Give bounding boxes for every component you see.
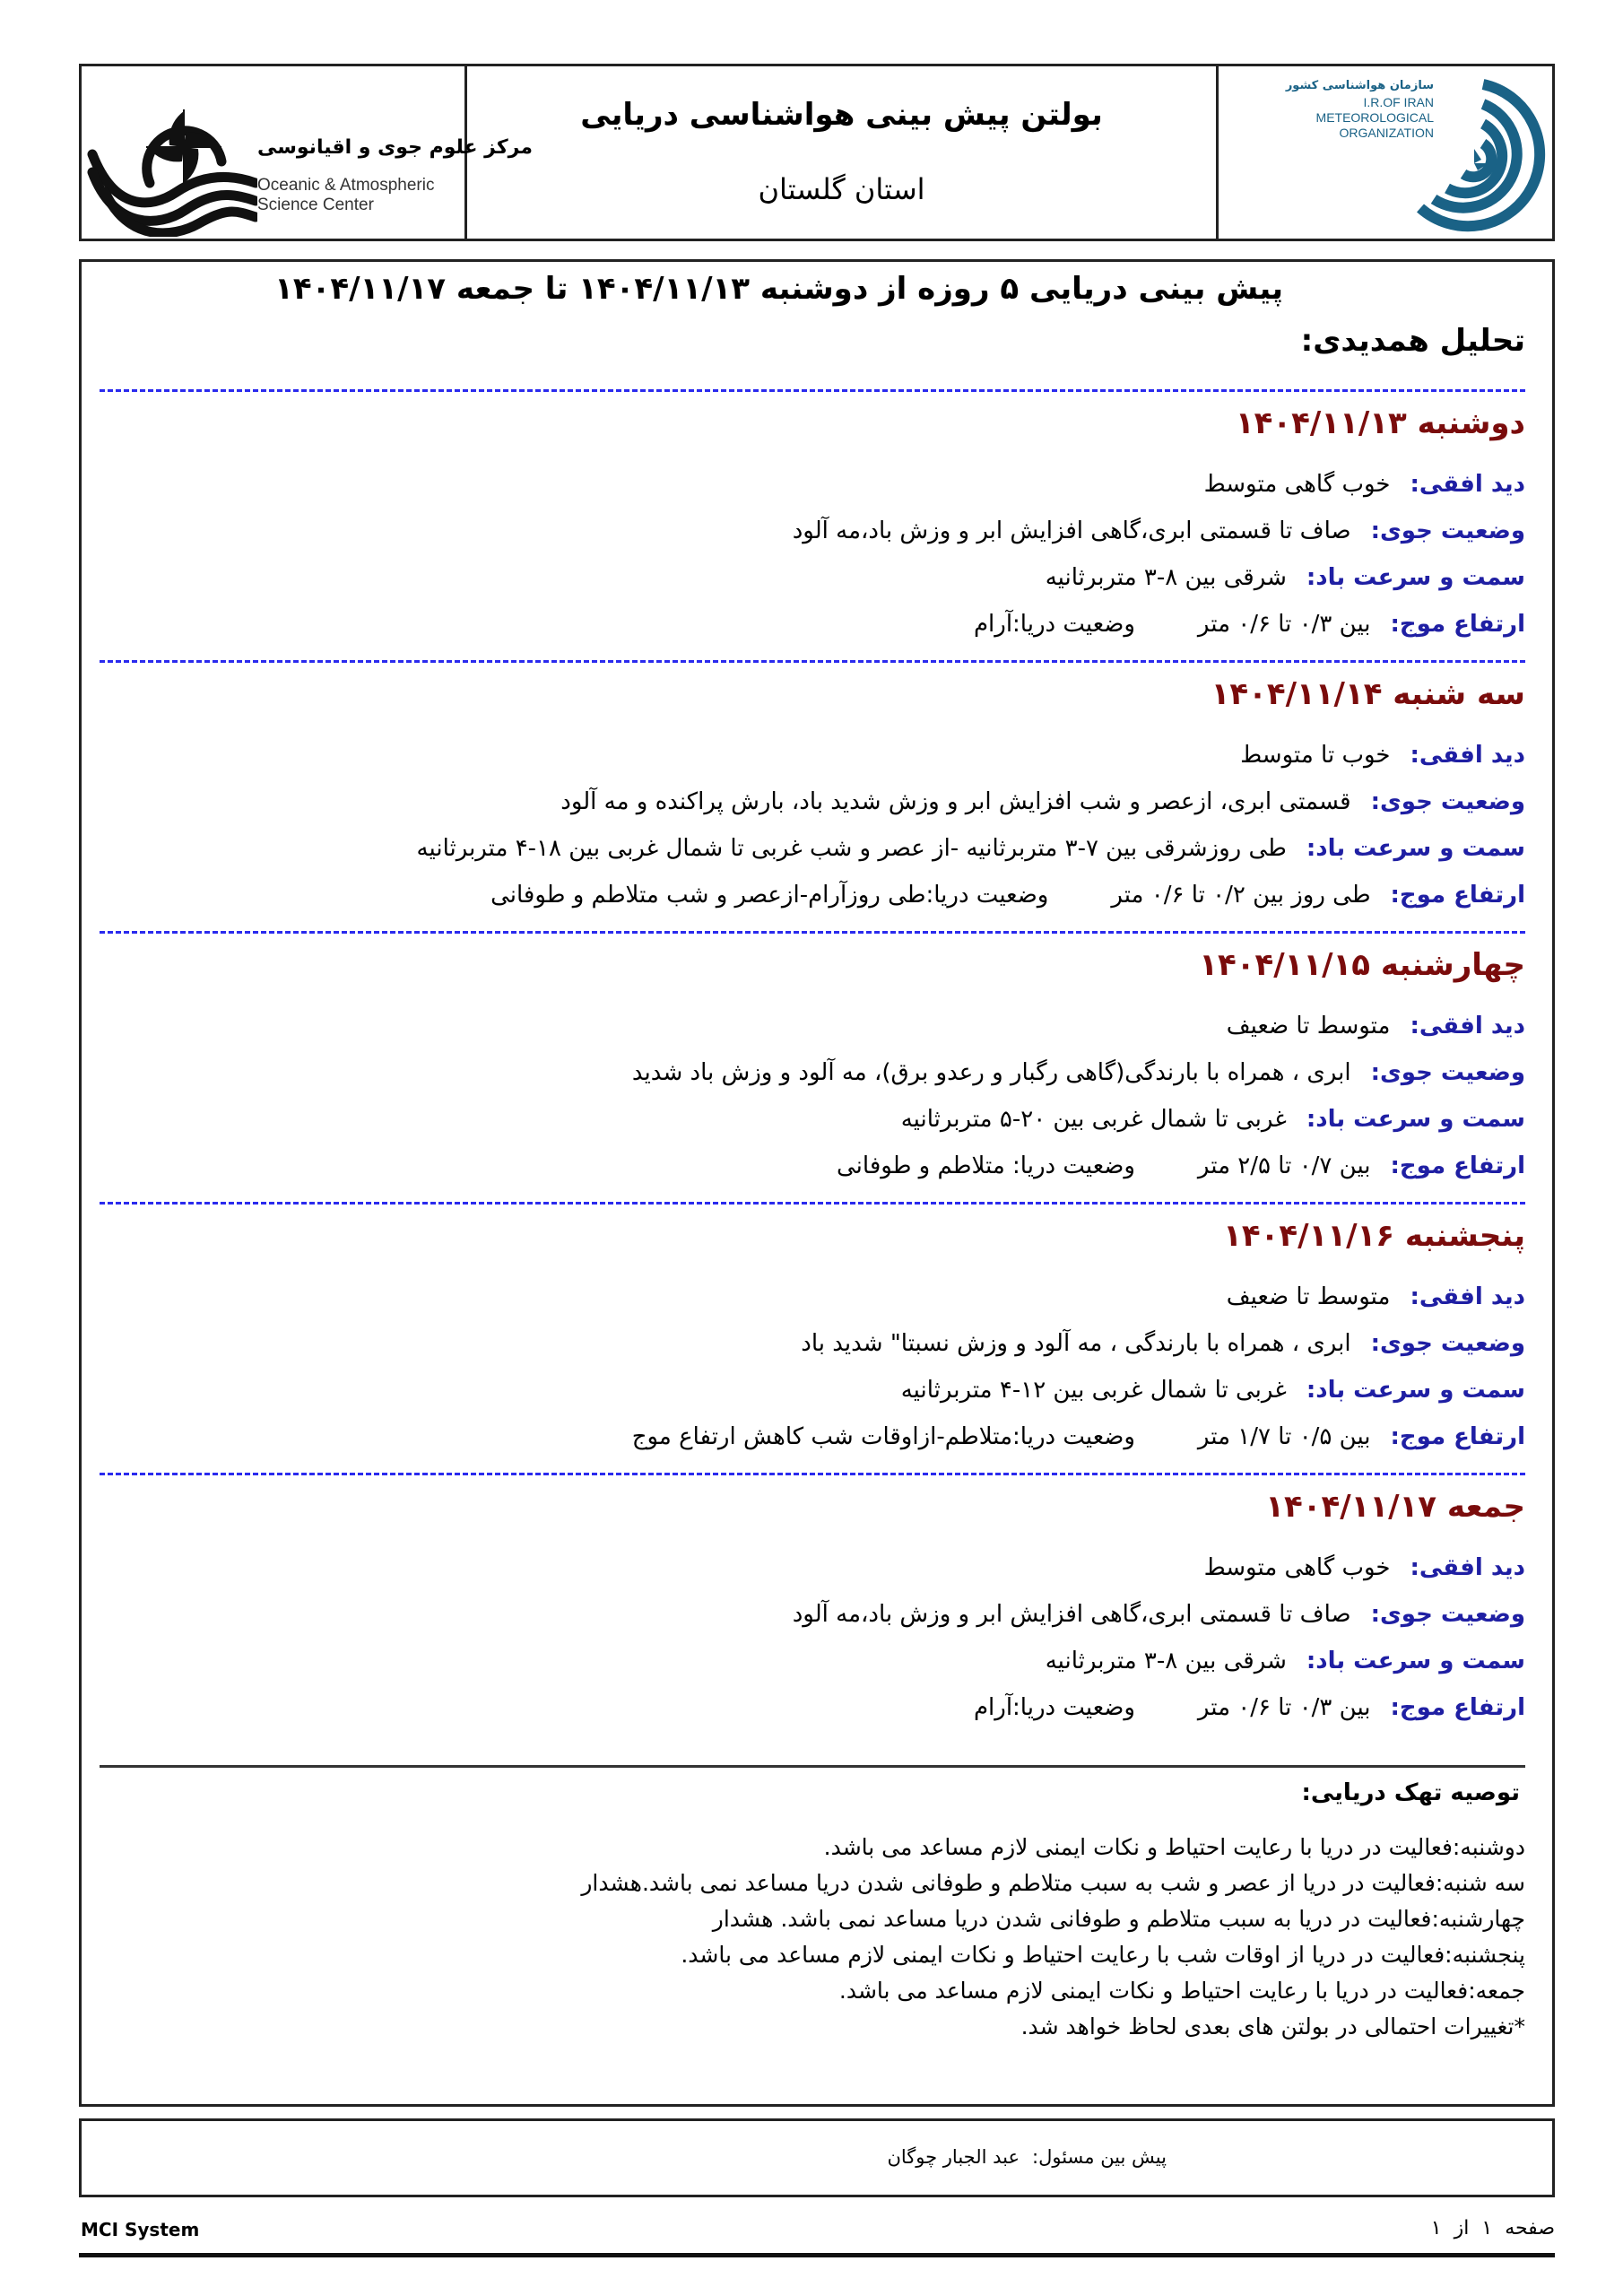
advice-note: *تغییرات احتمالی در بولتن های بعدی لحاظ خواهد شد. <box>1020 2013 1525 2039</box>
weather-label: وضعیت جوی: <box>1370 1601 1525 1628</box>
footer-rule <box>79 2253 1555 2257</box>
wave-row <box>100 601 1525 648</box>
visibility-value: خوب تا متوسط <box>1240 742 1391 769</box>
forecast-period-heading: پیش بینی دریایی ۵ روزه از دوشنبه ۱۴۰۴/۱۱/۱۳ تا جمعه ۱۴۰۴/۱۱/۱۷ <box>274 271 1283 307</box>
wave-value: بین ۰/۵ تا ۱/۷ متر <box>1197 1423 1371 1450</box>
section-divider <box>100 389 1525 392</box>
wind-label: سمت و سرعت باد: <box>1306 1377 1525 1404</box>
signature-box <box>79 2118 1555 2197</box>
wave-value: بین ۰/۳ تا ۰/۶ متر <box>1197 1694 1371 1721</box>
section-divider <box>100 660 1525 663</box>
wind-value: شرقی بین ۸-۳ متربرثانیه <box>1045 564 1287 591</box>
wind-row <box>100 1638 1525 1684</box>
visibility-value: خوب گاهی متوسط <box>1203 471 1391 498</box>
weather-row <box>100 1320 1525 1367</box>
visibility-row <box>100 1544 1525 1591</box>
met-org-name-en-line2: METEOROLOGICAL <box>1315 110 1434 125</box>
wave-row <box>100 1413 1525 1460</box>
day-title: دوشنبه ۱۴۰۴/۱۱/۱۳ <box>1235 405 1525 441</box>
wind-label: سمت و سرعت باد: <box>1306 564 1525 591</box>
day-forecast-wednesday <box>100 947 1525 1189</box>
forecaster-name: عبد الجبار چوگان <box>887 2146 1020 2168</box>
weather-value: صاف تا قسمتی ابری،گاهی افزایش ابر و وزش باد،مه آلود <box>792 1601 1351 1628</box>
oceanic-center-name-en <box>257 176 434 215</box>
oceanic-center-logo-cell <box>82 66 533 239</box>
advice-item: جمعه:فعالیت در دریا با رعایت احتیاط و نکات ایمنی لازم مساعد می باشد. <box>838 1978 1525 2004</box>
page-current: ۱ <box>1481 2217 1493 2239</box>
met-org-name-en-line3: ORGANIZATION <box>1339 126 1434 140</box>
wave-value: بین ۰/۷ تا ۲/۵ متر <box>1197 1152 1371 1179</box>
advice-divider <box>100 1765 1525 1768</box>
day-forecast-thursday <box>100 1218 1525 1460</box>
oceanic-center-name-en-line1: Oceanic & Atmospheric <box>257 176 435 195</box>
met-org-name-en-line1: I.R.OF IRAN <box>1363 95 1434 109</box>
weather-row <box>100 1591 1525 1638</box>
wave-row <box>100 872 1525 918</box>
visibility-row <box>100 1003 1525 1049</box>
day-title: جمعه ۱۴۰۴/۱۱/۱۷ <box>1265 1489 1525 1525</box>
bulletin-header <box>79 64 1555 241</box>
visibility-row <box>100 732 1525 778</box>
marine-advice-list <box>100 1830 1525 2045</box>
forecaster-label: پیش بین مسئول: <box>1032 2146 1167 2168</box>
oceanic-atmospheric-center-logo-icon <box>87 75 257 237</box>
visibility-value: خوب گاهی متوسط <box>1203 1554 1391 1581</box>
wind-label: سمت و سرعت باد: <box>1306 1106 1525 1133</box>
wave-row <box>100 1684 1525 1731</box>
wave-label: ارتفاع موج: <box>1390 1694 1525 1721</box>
page-of: از <box>1454 2217 1470 2239</box>
wind-value: غربی تا شمال غربی بین ۱۲-۴ متربرثانیه <box>900 1377 1287 1404</box>
page-total: ۱ <box>1430 2217 1442 2239</box>
advice-item: دوشنبه:فعالیت در دریا با رعایت احتیاط و نکات ایمنی لازم مساعد می باشد. <box>823 1834 1525 1860</box>
weather-label: وضعیت جوی: <box>1370 1330 1525 1357</box>
synoptic-analysis-heading: تحلیل همدیدی: <box>1300 323 1525 359</box>
weather-value: ابری ، همراه با بارندگی(گاهی رگبار و رعدو برق)، مه آلود و وزش باد شدید <box>631 1059 1351 1086</box>
visibility-value: متوسط تا ضعیف <box>1226 1283 1391 1310</box>
forecast-body <box>79 259 1555 2107</box>
weather-value: قسمتی ابری، ازعصر و شب افزایش ابر و وزش شدید باد، بارش پراکنده و مه آلود <box>560 788 1351 815</box>
iran-meteorological-organization-logo-icon <box>1358 74 1546 235</box>
page-number <box>1419 2217 1555 2239</box>
day-title: پنجشنبه ۱۴۰۴/۱۱/۱۶ <box>1223 1218 1525 1254</box>
day-forecast-monday <box>100 405 1525 648</box>
sea-state-value: وضعیت دریا:طی روزآرام-ازعصر و شب متلاطم و طوفانی <box>490 882 1049 909</box>
wave-label: ارتفاع موج: <box>1390 1152 1525 1179</box>
weather-row <box>100 1049 1525 1096</box>
bulletin-title: بولتن پیش بینی هواشناسی دریایی <box>580 97 1103 133</box>
wave-label: ارتفاع موج: <box>1390 611 1525 638</box>
visibility-row <box>100 461 1525 508</box>
met-org-name-fa: سازمان هواشناسی کشور <box>1285 79 1434 92</box>
marine-advice-heading: توصیه تهک دریایی: <box>1301 1779 1520 1806</box>
wind-row <box>100 1367 1525 1413</box>
visibility-value: متوسط تا ضعیف <box>1226 1013 1391 1039</box>
section-divider <box>100 1202 1525 1205</box>
wave-value: بین ۰/۳ تا ۰/۶ متر <box>1197 611 1371 638</box>
wind-value: غربی تا شمال غربی بین ۲۰-۵ متربرثانیه <box>900 1106 1287 1133</box>
weather-row <box>100 508 1525 554</box>
wind-row <box>100 554 1525 601</box>
wave-label: ارتفاع موج: <box>1390 882 1525 909</box>
advice-item: چهارشنبه:فعالیت در دریا به سبب متلاطم و طوفانی شدن دریا مساعد نمی باشد. هشدار <box>712 1906 1525 1932</box>
advice-item: پنجشنبه:فعالیت در دریا از اوقات شب با رعایت احتیاط و نکات ایمنی لازم مساعد می باشد. <box>681 1942 1525 1968</box>
visibility-label: دید افقی: <box>1410 1013 1525 1039</box>
wind-row <box>100 825 1525 872</box>
meteorological-org-logo-cell <box>1219 66 1552 239</box>
wind-value: شرقی بین ۸-۳ متربرثانیه <box>1045 1648 1287 1674</box>
sea-state-value: وضعیت دریا: متلاطم و طوفانی <box>837 1152 1135 1179</box>
system-name: MCI System <box>81 2219 200 2240</box>
day-forecast-friday <box>100 1489 1525 1731</box>
province-name: استان گلستان <box>758 172 925 206</box>
sea-state-value: وضعیت دریا:آرام <box>973 1694 1135 1721</box>
oceanic-center-name-fa: مرکز علوم جوی و اقیانوسی <box>257 136 533 159</box>
page-label: صفحه <box>1505 2217 1555 2239</box>
visibility-label: دید افقی: <box>1410 742 1525 769</box>
weather-value: ابری ، همراه با بارندگی ، مه آلود و وزش نسبتا" شدید باد <box>801 1330 1351 1357</box>
day-title: چهارشنبه ۱۴۰۴/۱۱/۱۵ <box>1199 947 1525 983</box>
section-divider <box>100 1473 1525 1475</box>
section-divider <box>100 931 1525 934</box>
weather-value: صاف تا قسمتی ابری،گاهی افزایش ابر و وزش باد،مه آلود <box>792 517 1351 544</box>
forecaster-signature <box>887 2146 1167 2168</box>
wind-row <box>100 1096 1525 1143</box>
wind-label: سمت و سرعت باد: <box>1306 835 1525 862</box>
wind-value: طی روزشرقی بین ۷-۳ متربرثانیه -از عصر و شب غربی تا شمال غربی بین ۱۸-۴ متربرثانیه <box>416 835 1287 862</box>
weather-label: وضعیت جوی: <box>1370 1059 1525 1086</box>
weather-row <box>100 778 1525 825</box>
weather-label: وضعیت جوی: <box>1370 517 1525 544</box>
wave-row <box>100 1143 1525 1189</box>
visibility-row <box>100 1274 1525 1320</box>
day-title: سه شنبه ۱۴۰۴/۱۱/۱۴ <box>1211 676 1525 712</box>
advice-item: سه شنبه:فعالیت در دریا از عصر و شب به سبب متلاطم و طوفانی شدن دریا مساعد نمی باشد.هشدار <box>581 1870 1525 1896</box>
day-forecast-tuesday <box>100 676 1525 918</box>
wind-label: سمت و سرعت باد: <box>1306 1648 1525 1674</box>
oceanic-center-name-en-line2: Science Center <box>257 196 374 214</box>
wave-label: ارتفاع موج: <box>1390 1423 1525 1450</box>
wave-value: طی روز بین ۰/۲ تا ۰/۶ متر <box>1111 882 1371 909</box>
visibility-label: دید افقی: <box>1410 1554 1525 1581</box>
sea-state-value: وضعیت دریا:آرام <box>973 611 1135 638</box>
visibility-label: دید افقی: <box>1410 1283 1525 1310</box>
visibility-label: دید افقی: <box>1410 471 1525 498</box>
sea-state-value: وضعیت دریا:متلاطم-ازاوقات شب کاهش ارتفاع موج <box>631 1423 1135 1450</box>
bulletin-title-cell <box>467 66 1219 239</box>
weather-label: وضعیت جوی: <box>1370 788 1525 815</box>
